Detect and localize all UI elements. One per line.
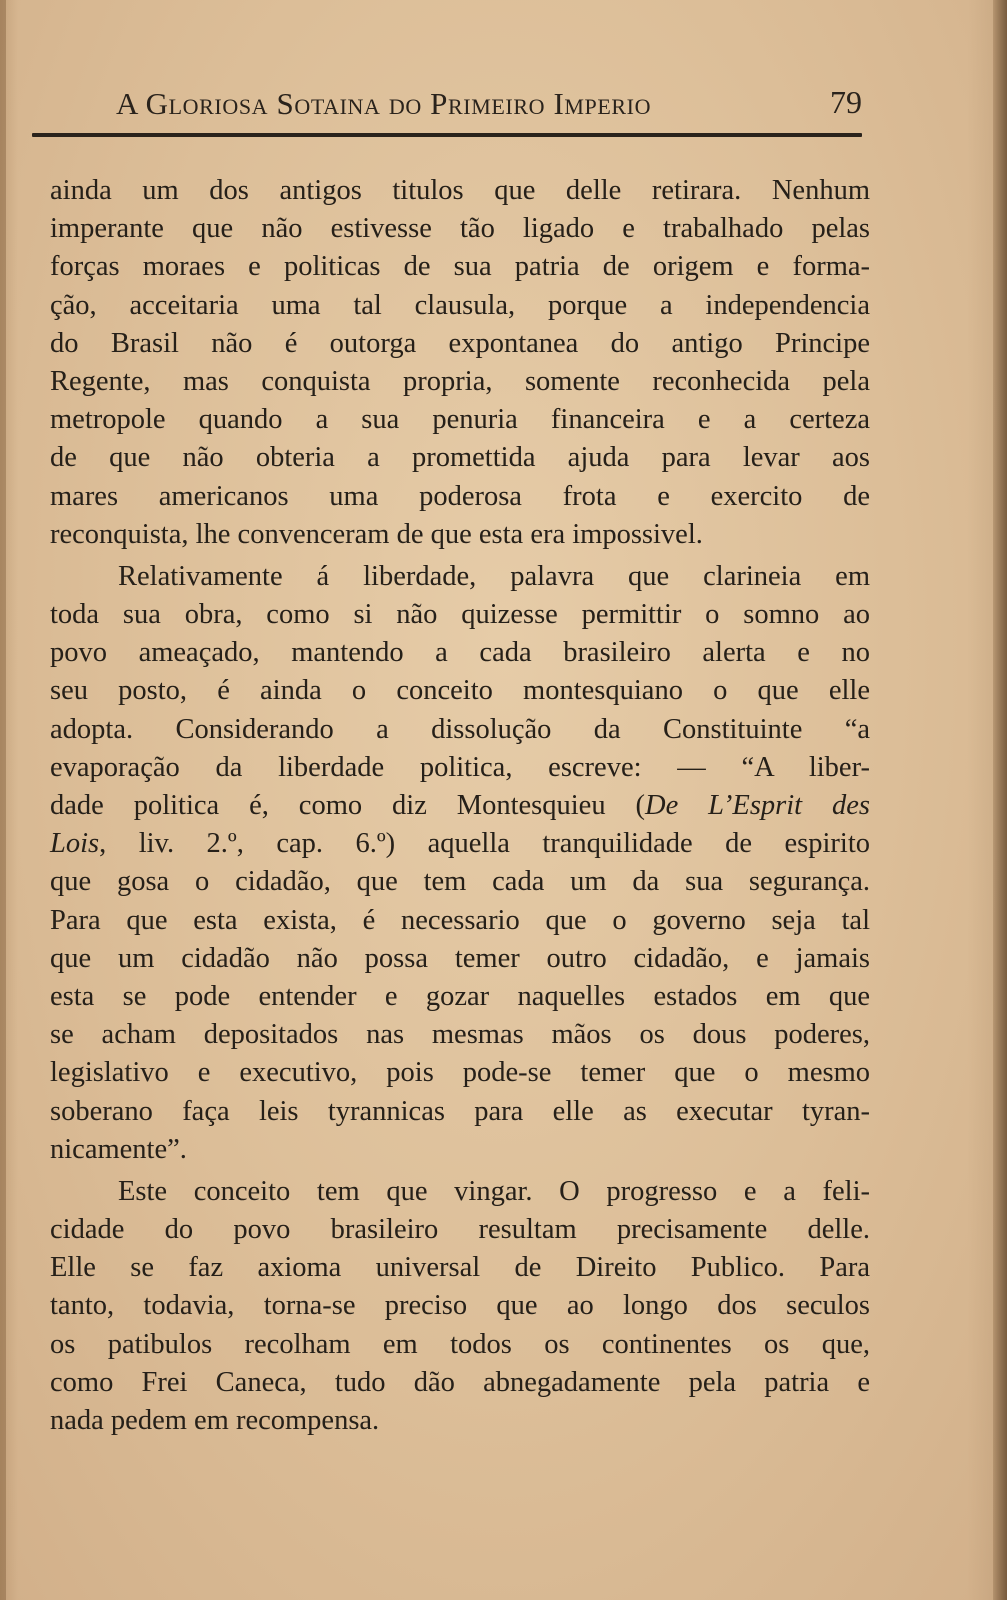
text-line: que gosa o cidadão, que tem cada um da sua segurança. (50, 866, 870, 898)
text-line: povo ameaçado, mantendo a cada brasileiro alerta e no (50, 637, 870, 669)
text-line: seu posto, é ainda o conceito montesquiano o que elle (50, 675, 870, 707)
text-line: do Brasil não é outorga expontanea do antigo Principe (50, 327, 870, 359)
text-line: de que não obteria a promettida ajuda para levar aos (50, 442, 870, 474)
text-line: mares americanos uma poderosa frota e exercito de (50, 480, 870, 512)
text-line: se acham depositados nas mesmas mãos os dous poderes, (50, 1019, 870, 1051)
text-line: Este conceito tem que vingar. O progresso e a feli- (118, 1175, 870, 1207)
text-line-with-citation (50, 787, 870, 825)
paragraph-3 (50, 1173, 870, 1440)
text-line: metropole quando a sua penuria financeira e a certeza (50, 404, 870, 436)
text-line: tanto, todavia, torna-se preciso que ao longo dos seculos (50, 1290, 870, 1322)
text-line: nada pedem em recompensa. (50, 1405, 380, 1436)
text-line: toda sua obra, como si não quizesse permittir o somno ao (50, 599, 870, 631)
text-line: evaporação da liberdade politica, escreve: — “A liber- (50, 751, 870, 783)
text-line: imperante que não estivesse tão ligado e trabalhado pelas (50, 213, 870, 245)
text-line: adopta. Considerando a dissolução da Constituinte “a (50, 713, 870, 745)
text-line: ção, acceitaria uma tal clausula, porque a independencia (50, 289, 870, 321)
paragraph-2 (50, 558, 870, 1169)
body-text (50, 172, 870, 1440)
text-line: Para que esta exista, é necessario que o governo seja tal (50, 904, 870, 936)
text-line: cidade do povo brasileiro resultam precisamente delle. (50, 1214, 870, 1246)
text-line: reconquista, lhe convenceram de que esta era impossivel. (50, 518, 703, 550)
text-line: Relativamente á liberdade, palavra que clarineia em (118, 560, 870, 592)
text-fragment: dade politica é, como diz Montesquieu ( (50, 790, 645, 821)
running-title: A Gloriosa Sotaina do Primeiro Imperio (116, 86, 652, 121)
page-right-edge-shadow (993, 0, 1007, 1600)
paragraph-1 (50, 172, 870, 554)
text-line: nicamente”. (50, 1133, 187, 1165)
text-fragment: , liv. 2.º, cap. 6.º) aquella tranquilidade de espirito (99, 828, 870, 860)
page-left-edge (0, 0, 6, 1600)
text-line: forças moraes e politicas de sua patria de origem e forma- (50, 251, 870, 283)
text-line: os patibulos recolham em todos os continentes os que, (50, 1328, 870, 1360)
text-line: Regente, mas conquista propria, somente reconhecida pela (50, 365, 870, 397)
cited-work-title: De L’Esprit des (644, 790, 870, 821)
text-line: esta se pode entender e gozar naquelles estados em que (50, 980, 870, 1012)
text-line: como Frei Caneca, tudo dão abnegadamente pela patria e (50, 1366, 870, 1398)
text-line-with-citation (50, 825, 870, 863)
text-line: que um cidadão não possa temer outro cidadão, e jamais (50, 942, 870, 974)
cited-work-title: Lois (50, 828, 100, 860)
text-line: legislativo e executivo, pois pode-se temer que o mesmo (50, 1057, 870, 1089)
text-line: soberano faça leis tyrannicas para elle as executar tyran- (50, 1095, 870, 1127)
text-line: ainda um dos antigos titulos que delle retirara. Nenhum (50, 175, 870, 206)
header-rule (32, 133, 862, 137)
page-number: 79 (830, 84, 862, 120)
text-line: Elle se faz axioma universal de Direito Publico. Para (50, 1252, 870, 1284)
running-header (116, 86, 862, 130)
